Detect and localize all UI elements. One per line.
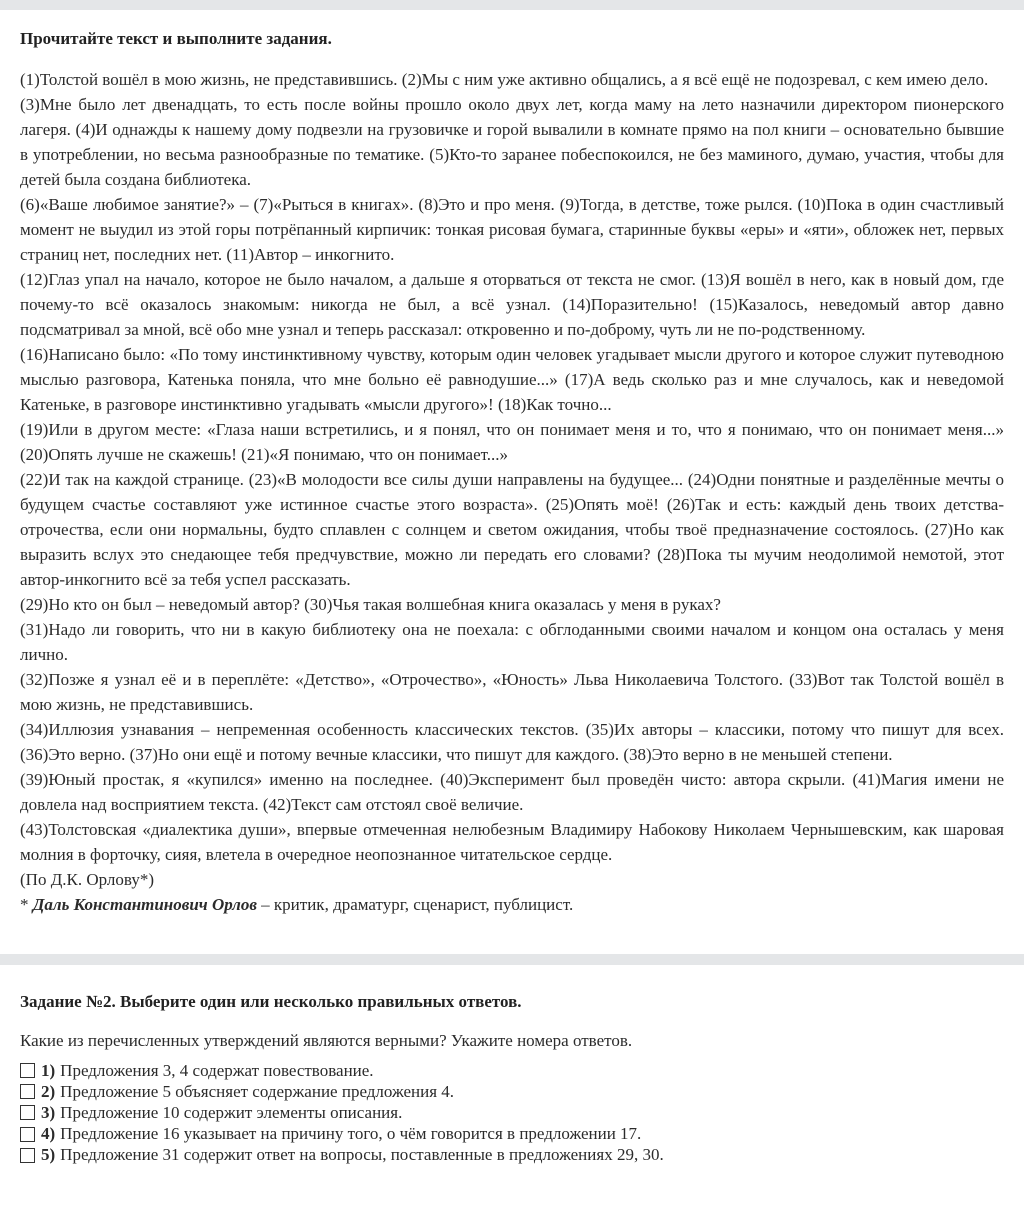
option-text: Предложение 16 указывает на причину того, о чём говорится в предложении 17. [60,1124,642,1144]
paragraph: (16)Написано было: «По тому инстинктивному чувству, которым один человек угадывает мысли другого и которое служит путеводною мыслью разговора, Катенька поняла, что мне больно её равнодушие...» (17)А ведь сколько раз и мне случалось, как и неведомой Катеньке, в разговоре инстинктивно угадывать «мысли другого»! (18)Как точно... [20,345,1004,414]
answer-option-2[interactable] [20,1081,1004,1102]
paragraph: (6)«Ваше любимое занятие?» – (7)«Рыться в книгах». (8)Это и про меня. (9)Тогда, в детстве, тоже рылся. (10)Пока в один счастливый момент не выудил из этой горы потрёпанный кирпичик: тонкая рисовая бумага, старинные буквы «еры» и «яти», обложек нет, первых страниц нет, последних нет. (11)Автор – инкогнито. [20,195,1004,264]
paragraph: (29)Но кто он был – неведомый автор? (30)Чья такая волшебная книга оказалась у меня в руках? [20,595,721,614]
answer-option-1[interactable] [20,1060,1004,1081]
answer-option-4[interactable] [20,1124,1004,1145]
paragraph: (31)Надо ли говорить, что ни в какую библиотеку она не поехала: с обглоданными своими началом и концом она осталась у меня лично. [20,620,1004,664]
paragraph: (39)Юный простак, я «купился» именно на последнее. (40)Эксперимент был проведён чисто: автора скрыли. (41)Магия имени не довлела над восприятием текста. (42)Текст сам отстоял своё величие. [20,770,1004,814]
option-number: 3) [41,1102,56,1122]
reading-text-panel [0,29,1024,917]
paragraph: (19)Или в другом месте: «Глаза наши встретились, и я понял, что он понимает меня и то, что я понимаю, что он понимает меня...» (20)Опять лучше не скажешь! (21)«Я понимаю, что он понимает...» [20,420,1004,464]
paragraph: (22)И так на каждой странице. (23)«В молодости все силы души направлены на будущее... (24)Одни понятные и разделённые мечты о будущем счастье составляют уже истинное счастье этого возраста». (25)Опять моё! (26)Так и есть: каждый день твоих детства-отрочества, если они нормальны, будто сплавлен с солнцем и светом ожидания, чтобы твоё предназначение состоялось. (27)Но как выразить вслух это снедающее тебя предчувствие, можно ли передать его словами? (28)Пока ты мучим неодолимой немотой, этот автор-инкогнито всё за тебя успел рассказать. [20,470,1004,589]
footnote-author: Даль Константинович Орлов [32,895,257,914]
option-number: 1) [41,1060,56,1080]
checkbox[interactable] [20,1063,35,1078]
option-text: Предложения 3, 4 содержат повествование. [60,1060,374,1080]
checkbox[interactable] [20,1148,35,1163]
footnote [20,892,1004,917]
paragraph: (32)Позже я узнал её и в переплёте: «Детство», «Отрочество», «Юность» Льва Николаевича Толстого. (33)Вот так Толстой вошёл в мою жизнь, не представившись. [20,670,1004,714]
paragraph: (12)Глаз упал на начало, которое не было началом, а дальше я оторваться от текста не смог. (13)Я вошёл в него, как в новый дом, где почему-то всё оказалось знакомым: никогда не был, а всё узнал. (14)Поразительно! (15)Казалось, неведомый автор давно подсматривал за мной, всё обо мне узнал и теперь рассказал: откровенно и по-доброму, чуть ли не по-родственному. [20,270,1004,339]
answer-option-3[interactable] [20,1102,1004,1123]
task-panel [0,992,1024,1166]
option-number: 5) [41,1145,56,1165]
section-divider [0,954,1024,965]
answer-options [20,1060,1004,1166]
answer-option-5[interactable] [20,1145,1004,1166]
option-text: Предложение 31 содержит ответ на вопросы, поставленные в предложениях 29, 30. [60,1145,664,1165]
paragraph: (34)Иллюзия узнавания – непременная особенность классических текстов. (35)Их авторы – классики, потому что пишут для всех. (36)Это верно. (37)Но они ещё и потому вечные классики, что пишут для каждого. (38)Это верно в не меньшей степени. [20,720,1004,764]
paragraph: (43)Толстовская «диалектика души», впервые отмеченная нелюбезным Владимиру Набокову Николаем Чернышевским, как шаровая молния в форточку, сияя, влетела в очередное неопознанное читательское сердце. [20,820,1004,864]
checkbox[interactable] [20,1084,35,1099]
option-number: 2) [41,1081,56,1101]
paragraph: (3)Мне было лет двенадцать, то есть после войны прошло около двух лет, когда маму на лето назначили директором пионерского лагеря. (4)И однажды к нашему дому подвезли на грузовичке и горой вывалили в комнате прямо на пол книги – основательно бывшие в употреблении, но весьма разнообразные по тематике. (5)Кто-то заранее побеспокоился, не без маминого, думаю, участия, чтобы для детей была создана библиотека. [20,95,1004,189]
checkbox[interactable] [20,1127,35,1142]
option-number: 4) [41,1124,56,1144]
option-text: Предложение 5 объясняет содержание предложения 4. [60,1081,455,1101]
footnote-text: – критик, драматург, сценарист, публицист. [256,895,574,914]
source-attribution: (По Д.К. Орлову*) [20,870,155,889]
reading-text [20,67,1004,917]
instruction-heading: Прочитайте текст и выполните задания. [20,29,332,48]
checkbox[interactable] [20,1105,35,1120]
task-title: Задание №2. Выберите один или несколько правильных ответов. [20,992,522,1011]
top-divider [0,0,1024,10]
task-question: Какие из перечисленных утверждений являются верными? Укажите номера ответов. [20,1031,633,1050]
paragraph: (1)Толстой вошёл в мою жизнь, не представившись. (2)Мы с ним уже активно общались, а я всё ещё не подозревал, с кем имею дело. [20,70,989,89]
footnote-marker: * [20,895,33,914]
option-text: Предложение 10 содержит элементы описания. [60,1102,403,1122]
